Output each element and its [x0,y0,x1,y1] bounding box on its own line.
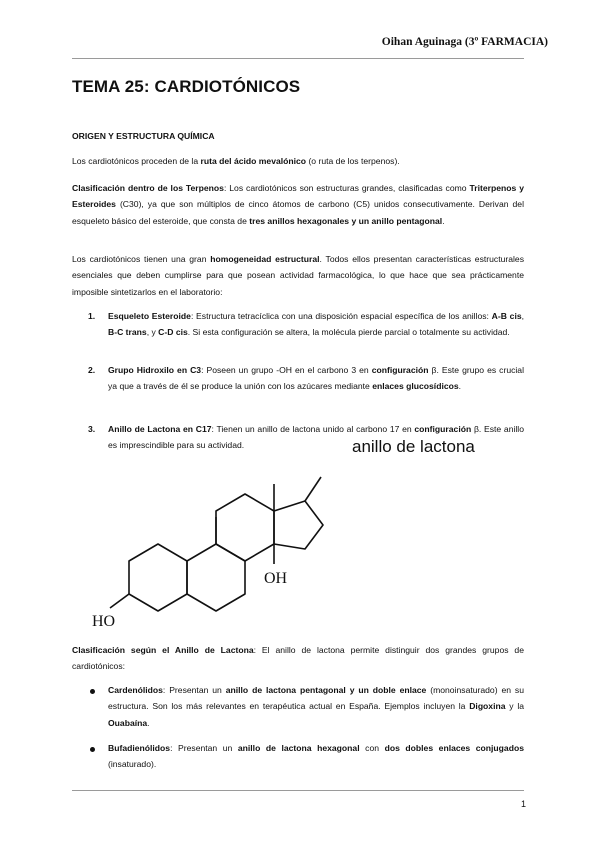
homogeneity-paragraph: Los cardiotónicos tienen una gran homogeneidad estructural. Todos ellos presentan características estructurales esenciales que deben cumplirse para que posean actividad farmacológica, lo que hace que sea prácticamente imposible sintetizarlos en el laboratorio: [72,254,525,297]
ring-c [216,494,274,561]
intro-paragraph: Los cardiotónicos proceden de la ruta del ácido mevalónico (o ruta de los terpenos). [72,156,400,166]
page-title: TEMA 25: CARDIOTÓNICOS [72,77,301,96]
bullet-cardenolides: Cardenólidos: Presentan un anillo de lactona pentagonal y un doble enlace (monoinsaturado) en su estructura. Son los más relevantes en terapéutica actual en España. Ejemplos incluyen la Digoxina y la Ouabaína. [108,685,525,728]
ring-a [129,544,187,611]
ho-label: HO [92,613,116,630]
list-marker-3: 3. [88,424,96,434]
c3-hydroxyl-bond [110,594,129,608]
list-marker-1: 1. [88,311,96,321]
header-author: Oihan Aguinaga (3º FARMACIA) [381,36,548,48]
lactone-ring-label: anillo de lactona [352,437,475,456]
list-item-steroid-skeleton: Esqueleto Esteroide: Estructura tetracíclica con una disposición espacial específica de los anillos: A-B cis, B-C trans, y C-D cis. Si esta configuración se altera, la molécula pierde parcial o totalmente su actividad. [108,311,524,338]
list-item-hydroxyl-group: Grupo Hidroxilo en C3: Poseen un grupo -OH en el carbono 3 en configuración β. Este grupo es crucial ya que a través de él se produce la unión con los azúcares mediante enlaces glucosídicos. [108,365,524,392]
list-marker-2: 2. [88,365,96,375]
ring-b [187,544,245,611]
page-number: 1 [520,799,526,809]
ring-d [274,501,323,549]
header-rule [72,58,524,59]
bullet-bufadienolides: Bufadienólidos: Presentan un anillo de lactona hexagonal con dos dobles enlaces conjugados (insaturado). [108,743,524,770]
section-heading: ORIGEN Y ESTRUCTURA QUÍMICA [72,131,215,141]
steroid-structure-diagram [92,432,492,632]
list-item-lactone-ring: Anillo de Lactona en C17: Tienen un anillo de lactona unido al carbono 17 en configuración β. Este anillo es imprescindible para su actividad. [108,424,524,451]
steroid-skeleton-bonds [110,477,323,611]
lactone-classification-paragraph: Clasificación según el Anillo de Lactona: El anillo de lactona permite distinguir dos grandes grupos de cardiotónicos: [72,645,524,672]
footer-rule [72,790,524,791]
bullet-dot-bufadienolides [90,747,95,752]
c17-lactone-bond [305,477,321,501]
bullet-dot-cardenolides [90,689,95,694]
oh-label: OH [264,570,288,587]
terpenes-classification-paragraph: Clasificación dentro de los Terpenos: Los cardiotónicos son estructuras grandes, clasificadas como Triterpenos y Esteroides (C30), ya que son múltiplos de cinco átomos de carbono (C5) unidos consecutivamente. Derivan del esqueleto básico del esteroide, que consta de tres anillos hexagonales y un anillo pentagonal. [72,183,524,226]
